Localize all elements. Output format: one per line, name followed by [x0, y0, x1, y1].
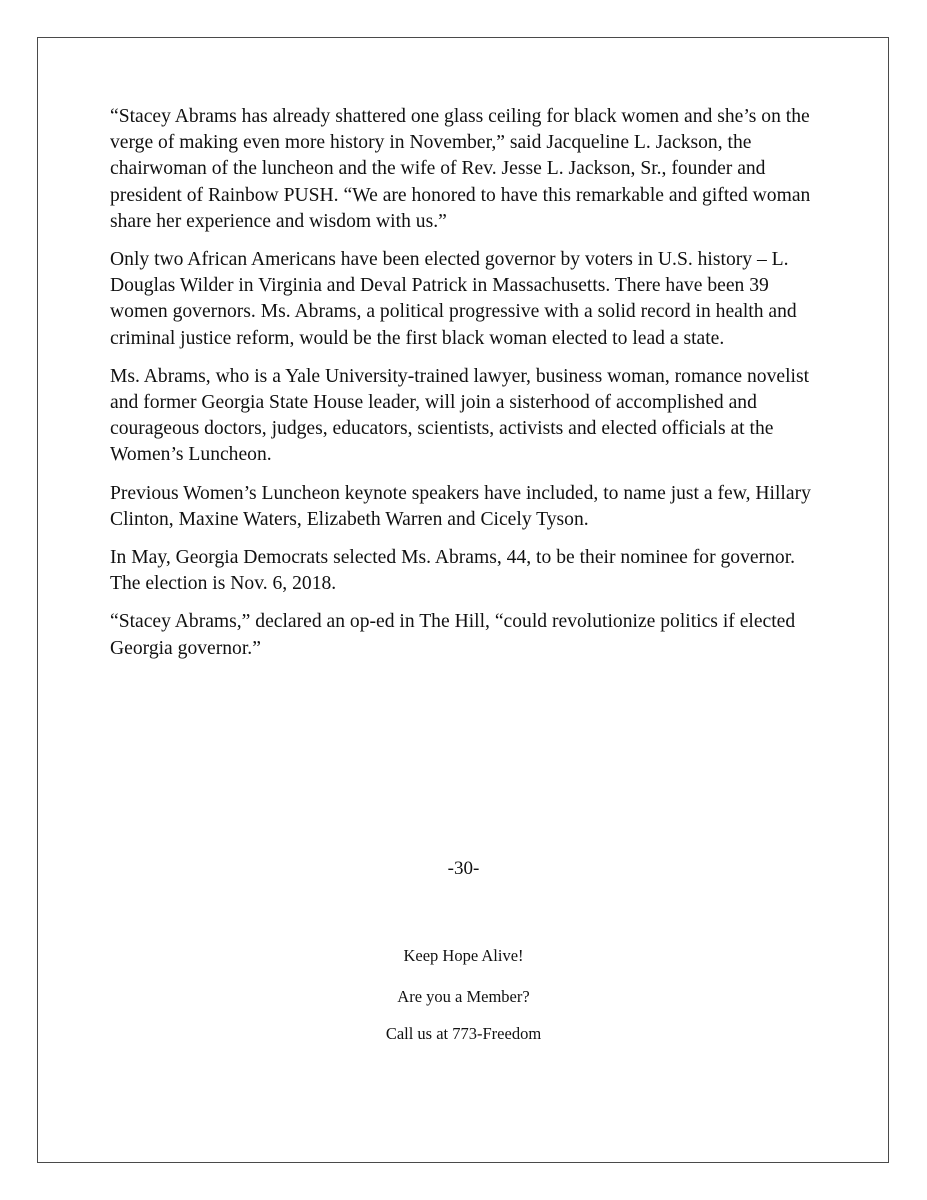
paragraph-nomination: In May, Georgia Democrats selected Ms. Abrams, 44, to be their nominee for governor. The election is Nov. 6, 2018.: [110, 547, 796, 595]
footer-membership-question: Are you a Member?: [397, 987, 530, 1006]
footer-phone: Call us at 773-Freedom: [385, 1024, 542, 1043]
paragraph-governor-history: Only two African Americans have been elected governor by voters in U.S. history – L. Douglas Wilder in Virginia and Deval Patrick in Massachusetts. There have been 39 women governors. Ms. Abrams, a political progressive with a solid record in health and criminal justice reform, would be the first black woman elected to lead a state.: [110, 249, 797, 349]
paragraph-abrams-background: Ms. Abrams, who is a Yale University-trained lawyer, business woman, romance novelist and former Georgia State House leader, will join a sisterhood of accomplished and courageous doctors, judges, educators, scientists, activists and elected officials at the Women’s Luncheon.: [110, 365, 810, 466]
footer-slogan: Keep Hope Alive!: [403, 946, 524, 965]
paragraph-the-hill-quote: “Stacey Abrams,” declared an op-ed in The Hill, “could revolutionize politics if elected Georgia governor.”: [110, 611, 796, 659]
press-release-body: [110, 104, 830, 674]
paragraph-previous-speakers: Previous Women’s Luncheon keynote speakers have included, to name just a few, Hillary Clinton, Maxine Waters, Elizabeth Warren and Cicely Tyson.: [110, 482, 811, 530]
end-of-release-mark: -30-: [447, 858, 480, 879]
paragraph-quote-jackson: “Stacey Abrams has already shattered one glass ceiling for black women and she’s on the verge of making even more history in November,” said Jacqueline L. Jackson, the chairwoman of the luncheon and the wife of Rev. Jesse L. Jackson, Sr., founder and president of Rainbow PUSH. “We are honored to have this remarkable and gifted woman share her experience and wisdom with us.”: [110, 106, 811, 232]
